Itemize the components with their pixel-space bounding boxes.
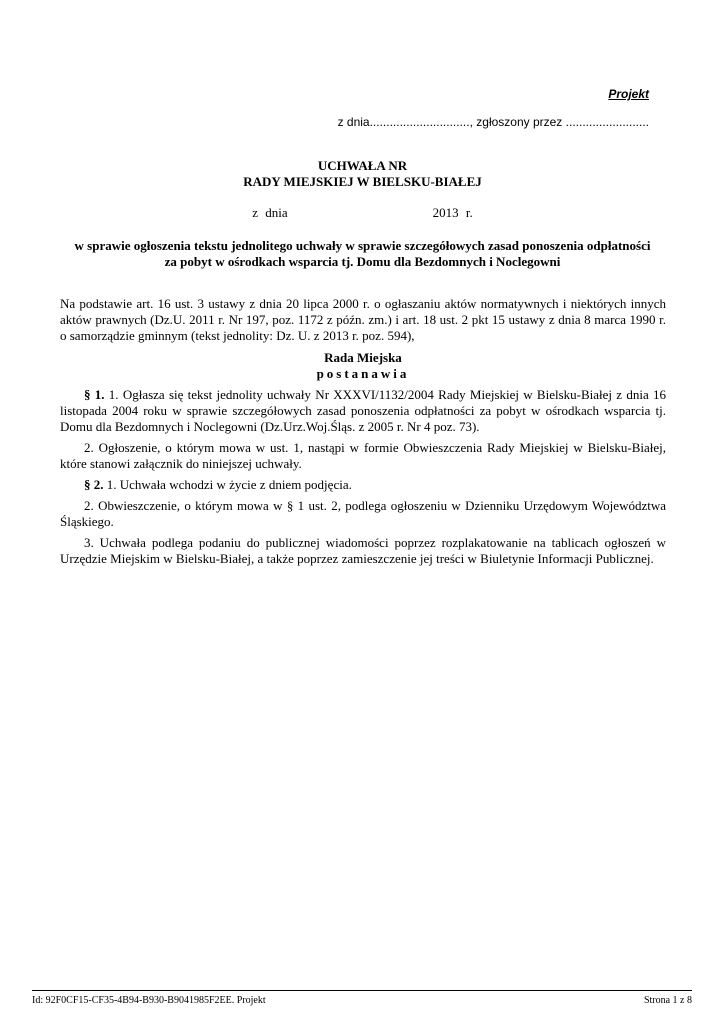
paragraph-1-item-2 — [60, 440, 666, 472]
paragraph-text: 1. Ogłasza się tekst jednolity uchwały Nr XXXVI/1132/2004 Rady Miejskiej w Bielsku-Białej z dnia 16 listopada 2004 roku w sprawie szczegółowych zasad ponoszenia odpłatności za pobyt w ośrodkach wsparcia tj. Domu dla Bezdomnych i Noclegowni (Dz.Urz.Woj.Śląs. z 2005 r. Nr 4 poz. 73). — [60, 387, 666, 434]
subject-line-2: za pobyt w ośrodkach wsparcia tj. Domu dla Bezdomnych i Noclegowni — [164, 254, 561, 269]
council-resolves: postanawia — [316, 366, 410, 381]
paragraph-2-item-2 — [60, 498, 666, 530]
title-line-1: UCHWAŁA NR — [317, 158, 408, 173]
resolution-subject — [60, 238, 665, 270]
document-body — [60, 296, 666, 572]
title-line-2: RADY MIEJSKIEJ W BIELSKU-BIAŁEJ — [243, 174, 482, 189]
paragraph-text: 1. Uchwała wchodzi w życie z dniem podjęcia. — [103, 477, 352, 492]
section-mark: § 1. — [84, 387, 105, 402]
page-footer — [32, 995, 692, 1006]
page-number: Strona 1 z 8 — [643, 995, 692, 1006]
council-block — [60, 350, 666, 382]
resolution-date: z dnia 2013 r. — [252, 205, 473, 220]
document-id: Id: 92F0CF15-CF35-4B94-B930-B9041985F2EE. Projekt — [32, 995, 266, 1006]
footer-divider — [32, 990, 692, 991]
submission-line: z dnia.............................., zgłoszony przez ......................... — [337, 115, 649, 129]
paragraph-2-item-1 — [60, 477, 666, 493]
paragraph-text: 2. Obwieszczenie, o którym mowa w § 1 ust. 2, podlega ogłoszeniu w Dzienniku Urzędowym Województwa Śląskiego. — [60, 498, 666, 529]
document-title — [0, 158, 725, 190]
subject-line-1: w sprawie ogłoszenia tekstu jednolitego uchwały w sprawie szczegółowych zasad ponoszenia odpłatności — [74, 238, 651, 253]
paragraph-1-item-1 — [60, 387, 666, 435]
paragraph-text: 3. Uchwała podlega podaniu do publicznej wiadomości poprzez rozplakatowanie na tablicach ogłoszeń w Urzędzie Miejskim w Bielsku-Białej, a także poprzez zamieszczenie jej treści w Biuletynie Informacji Publicznej. — [60, 535, 666, 566]
council-name: Rada Miejska — [324, 350, 402, 365]
section-mark: § 2. — [84, 477, 104, 492]
paragraph-2-item-3 — [60, 535, 666, 567]
draft-label: Projekt — [608, 87, 649, 101]
paragraph-text: 2. Ogłoszenie, o którym mowa w ust. 1, nastąpi w formie Obwieszczenia Rady Miejskiej w Bielsku-Białej, które stanowi załącznik do niniejszej uchwały. — [60, 440, 666, 471]
preamble: Na podstawie art. 16 ust. 3 ustawy z dnia 20 lipca 2000 r. o ogłaszaniu aktów normatywnych i niektórych innych aktów prawnych (Dz.U. 2011 r. Nr 197, poz. 1172 z późn. zm.) i art. 18 ust. 2 pkt 15 ustawy z dnia 8 marca 1990 r. o samorządzie gminnym (tekst jednolity: Dz. U. z 2013 r. poz. 594), — [60, 296, 666, 343]
